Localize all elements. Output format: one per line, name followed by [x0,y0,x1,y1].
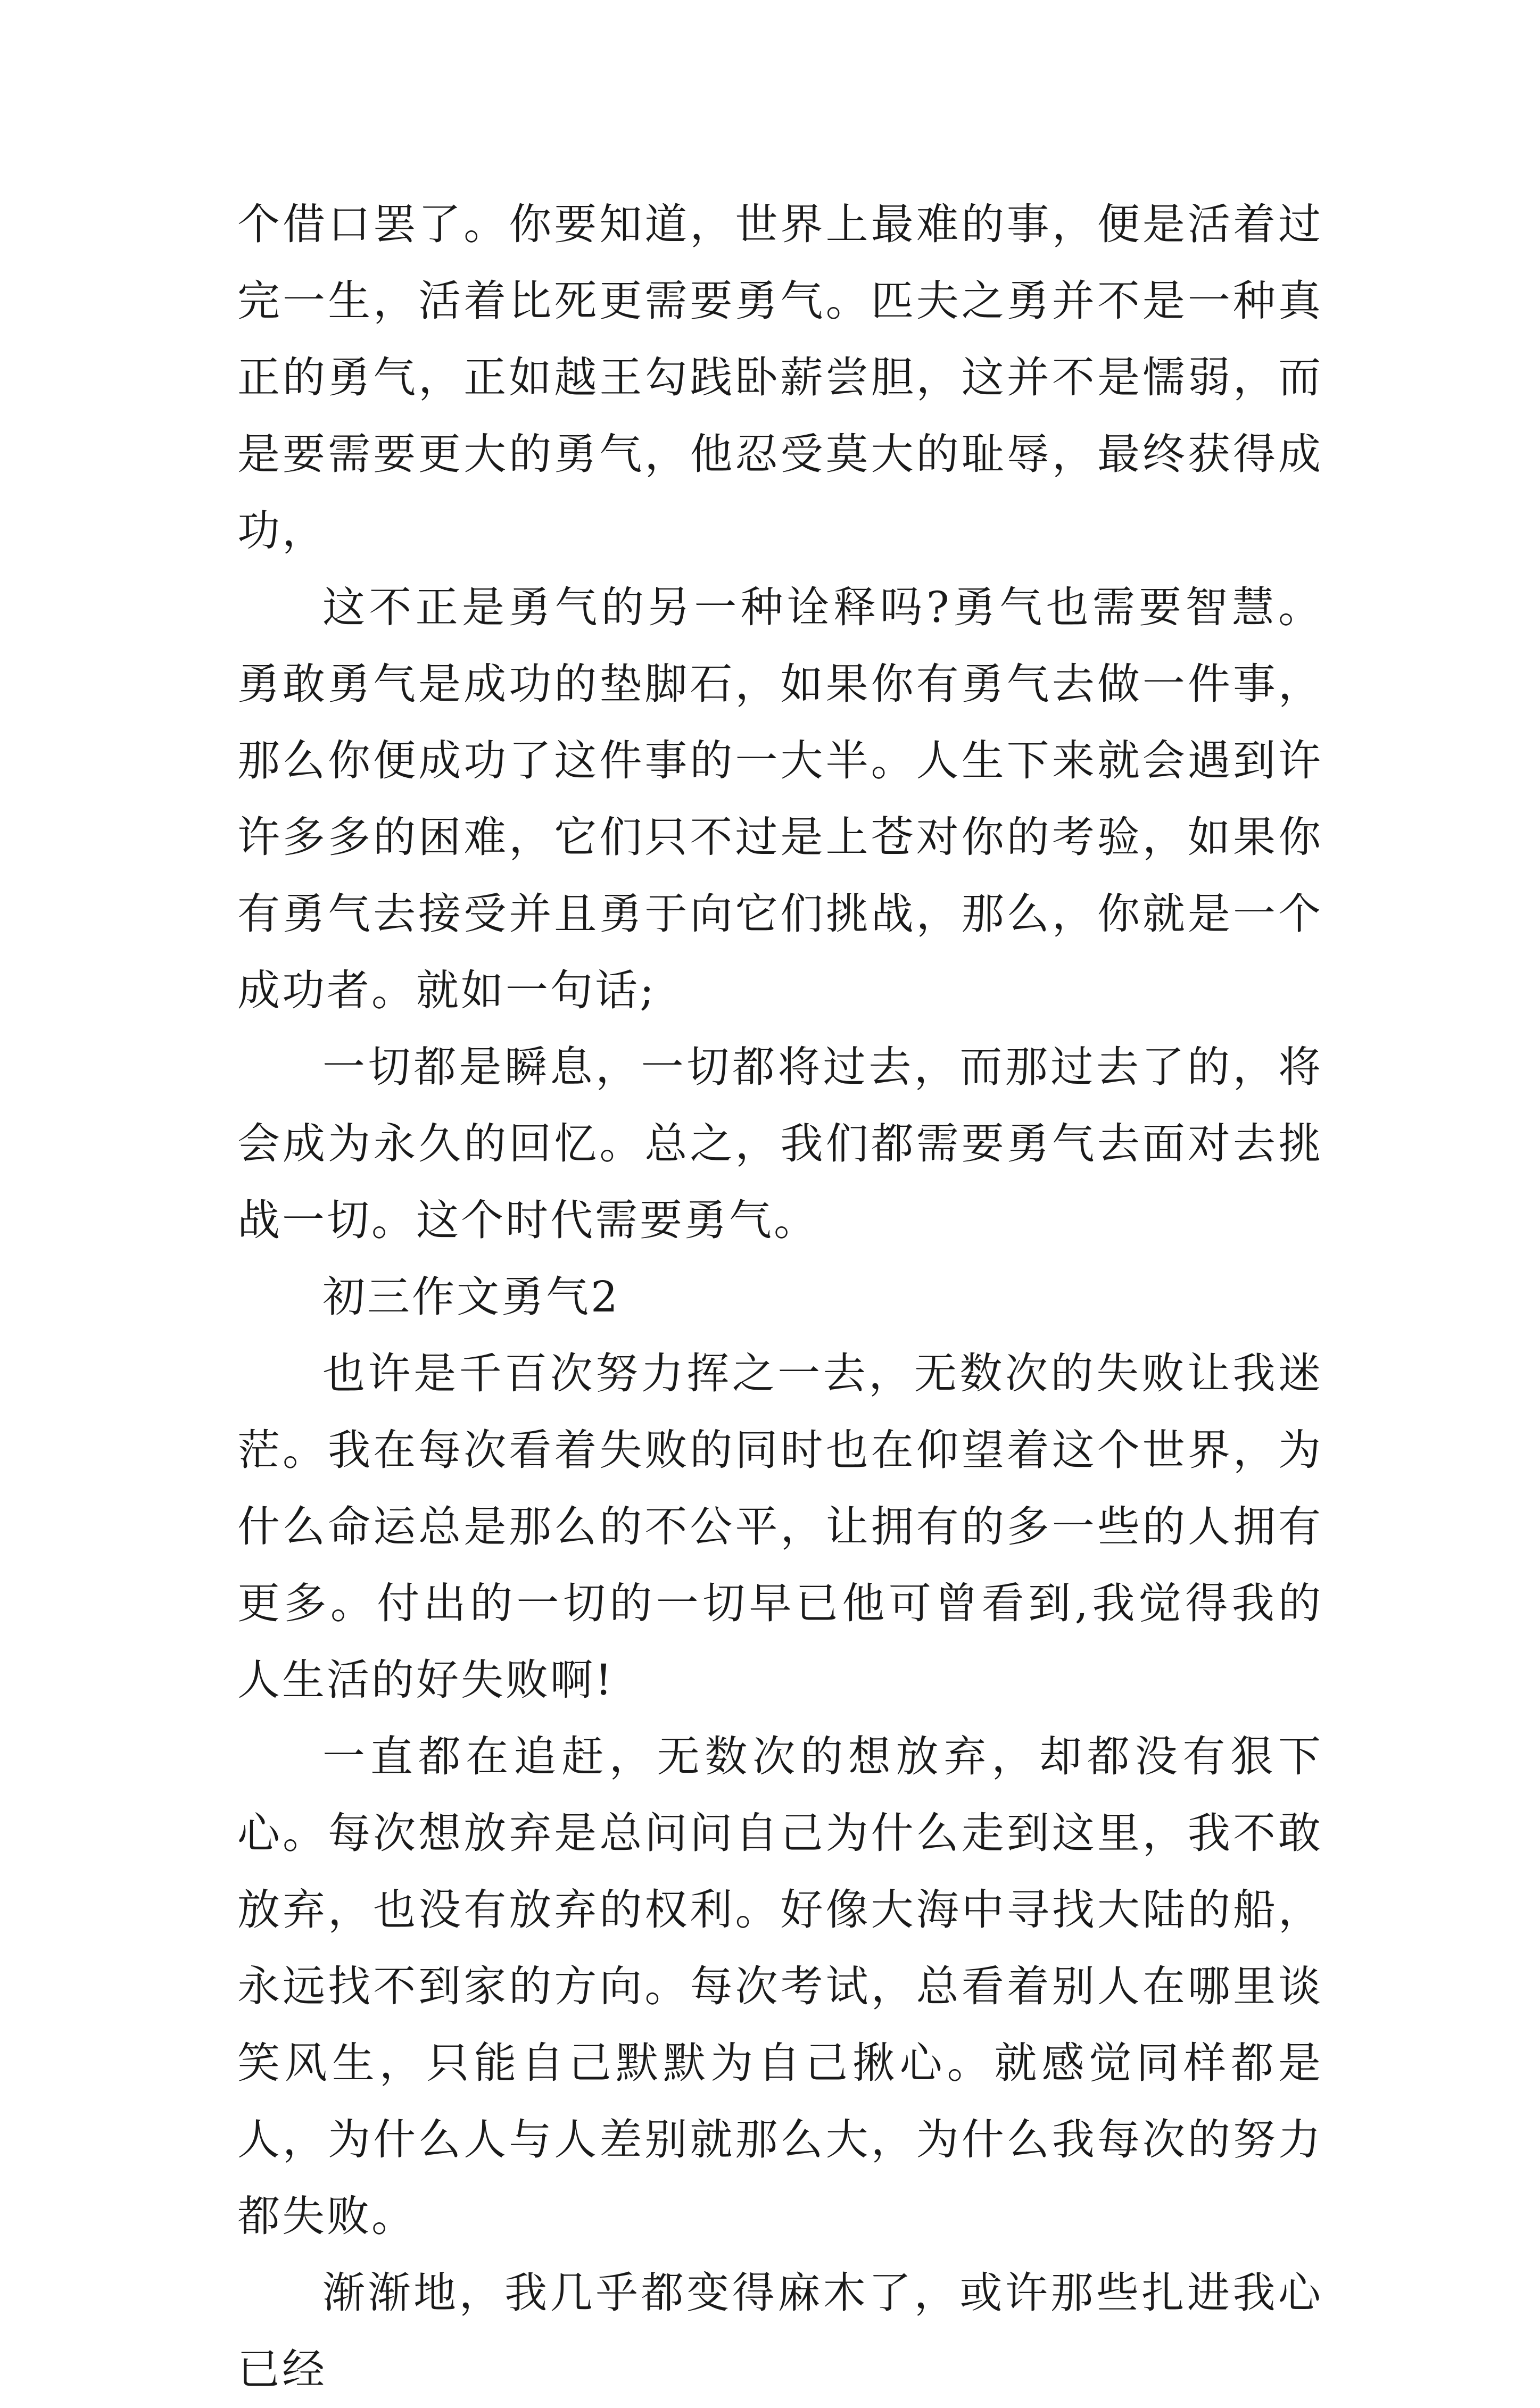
paragraph-5: 一直都在追赶，无数次的想放弃，却都没有狠下心。每次想放弃是总问问自己为什么走到这里，我不敢放弃，也没有放弃的权利。好像大海中寻找大陆的船，永远找不到家的方向。每次考试，总看着别人在哪里谈笑风生，只能自己默默为自己揪心。就感觉同样都是人，为什么人与人差别就那么大，为什么我每次的努力都失败。 [237,1732,1323,2241]
paragraph-6: 渐渐地，我几乎都变得麻木了，或许那些扎进我心已经 [237,2268,1323,2394]
paragraph-3: 一切都是瞬息，一切都将过去，而那过去了的，将会成为永久的回忆。总之，我们都需要勇气去面对去挑战一切。这个时代需要勇气。 [237,1042,1323,1245]
document-body [237,186,1323,2408]
paragraph-1: 个借口罢了。你要知道，世界上最难的事，便是活着过完一生，活着比死更需要勇气。匹夫之勇并不是一种真正的勇气，正如越王勾践卧薪尝胆，这并不是懦弱，而是要需要更大的勇气，他忍受莫大的耻辱，最终获得成功， [237,200,1323,555]
paragraph-2: 这不正是勇气的另一种诠释吗?勇气也需要智慧。勇敢勇气是成功的垫脚石，如果你有勇气去做一件事，那么你便成功了这件事的一大半。人生下来就会遇到许许多多的困难，它们只不过是上苍对你的考验，如果你有勇气去接受并且勇于向它们挑战，那么，你就是一个成功者。就如一句话; [237,583,1323,1015]
section-heading: 初三作文勇气2 [322,1272,620,1322]
paragraph-4: 也许是千百次努力挥之一去，无数次的失败让我迷茫。我在每次看着失败的同时也在仰望着这个世界，为什么命运总是那么的不公平，让拥有的多一些的人拥有更多。付出的一切的一切早已他可曾看到,我觉得我的人生活的好失败啊! [237,1349,1323,1705]
